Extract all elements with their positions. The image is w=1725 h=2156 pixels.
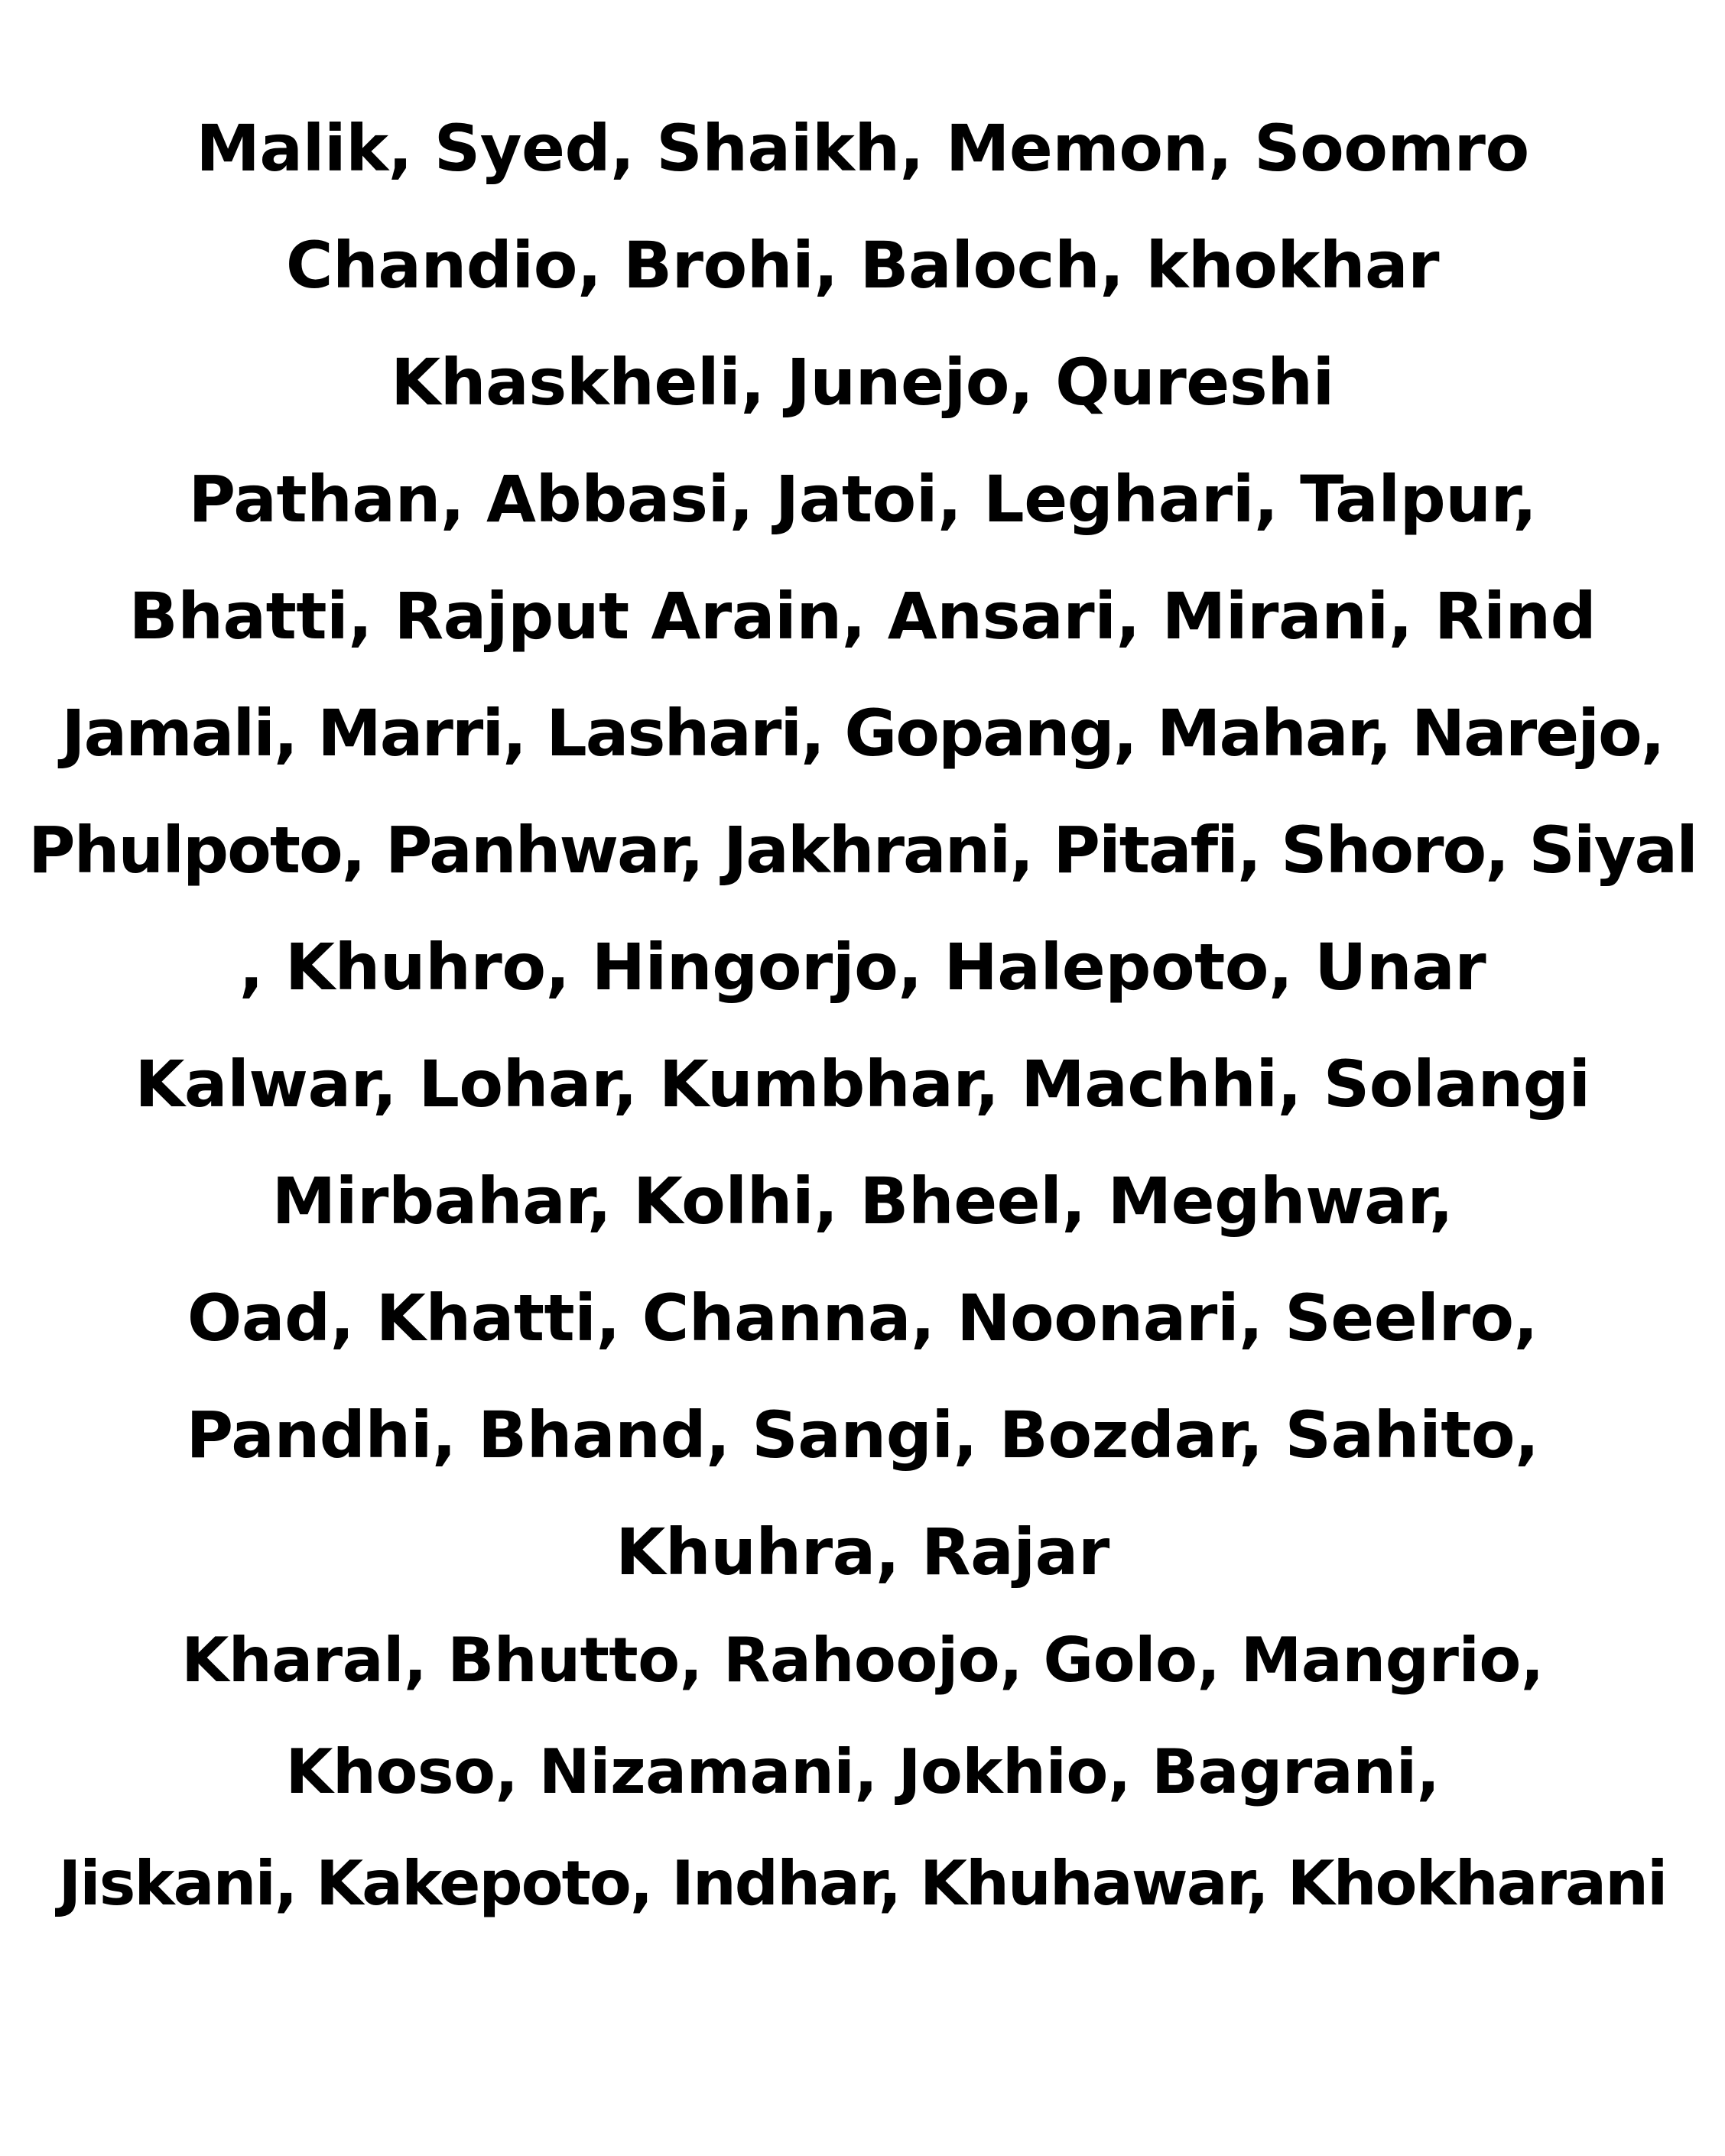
text-line-6: Jamali, Marri, Lashari, Gopang, Mahar, Narejo, xyxy=(61,696,1664,771)
text-line-16: Jiskani, Kakepoto, Indhar, Khuhawar, Khokharani xyxy=(58,1848,1667,1919)
text-line-2: Chandio, Brohi, Baloch, khokhar xyxy=(285,228,1440,303)
text-line-13: Khuhra, Rajar xyxy=(616,1515,1109,1589)
text-line-12: Pandhi, Bhand, Sangi, Bozdar, Sahito, xyxy=(186,1398,1539,1473)
text-line-3: Khaskheli, Junejo, Qureshi xyxy=(391,345,1334,420)
text-line-5: Bhatti, Rajput Arain, Ansari, Mirani, Rind xyxy=(128,579,1597,654)
text-line-8: , Khuhro, Hingorjo, Halepoto, Unar xyxy=(239,930,1486,1005)
text-line-7: Phulpoto, Panhwar, Jakhrani, Pitafi, Shoro, Siyal xyxy=(28,813,1697,888)
text-line-15: Khoso, Nizamani, Jokhio, Bagrani, xyxy=(285,1736,1440,1807)
text-line-4: Pathan, Abbasi, Jatoi, Leghari, Talpur, xyxy=(188,462,1537,537)
text-line-1: Malik, Syed, Shaikh, Memon, Soomro xyxy=(196,111,1529,186)
text-line-10: Mirbahar, Kolhi, Bheel, Meghwar, xyxy=(271,1164,1454,1239)
text-line-11: Oad, Khatti, Channa, Noonari, Seelro, xyxy=(187,1281,1538,1356)
text-line-14: Kharal, Bhutto, Rahoojo, Golo, Mangrio, xyxy=(181,1625,1544,1696)
text-line-9: Kalwar, Lohar, Kumbhar, Machhi, Solangi xyxy=(135,1047,1590,1122)
